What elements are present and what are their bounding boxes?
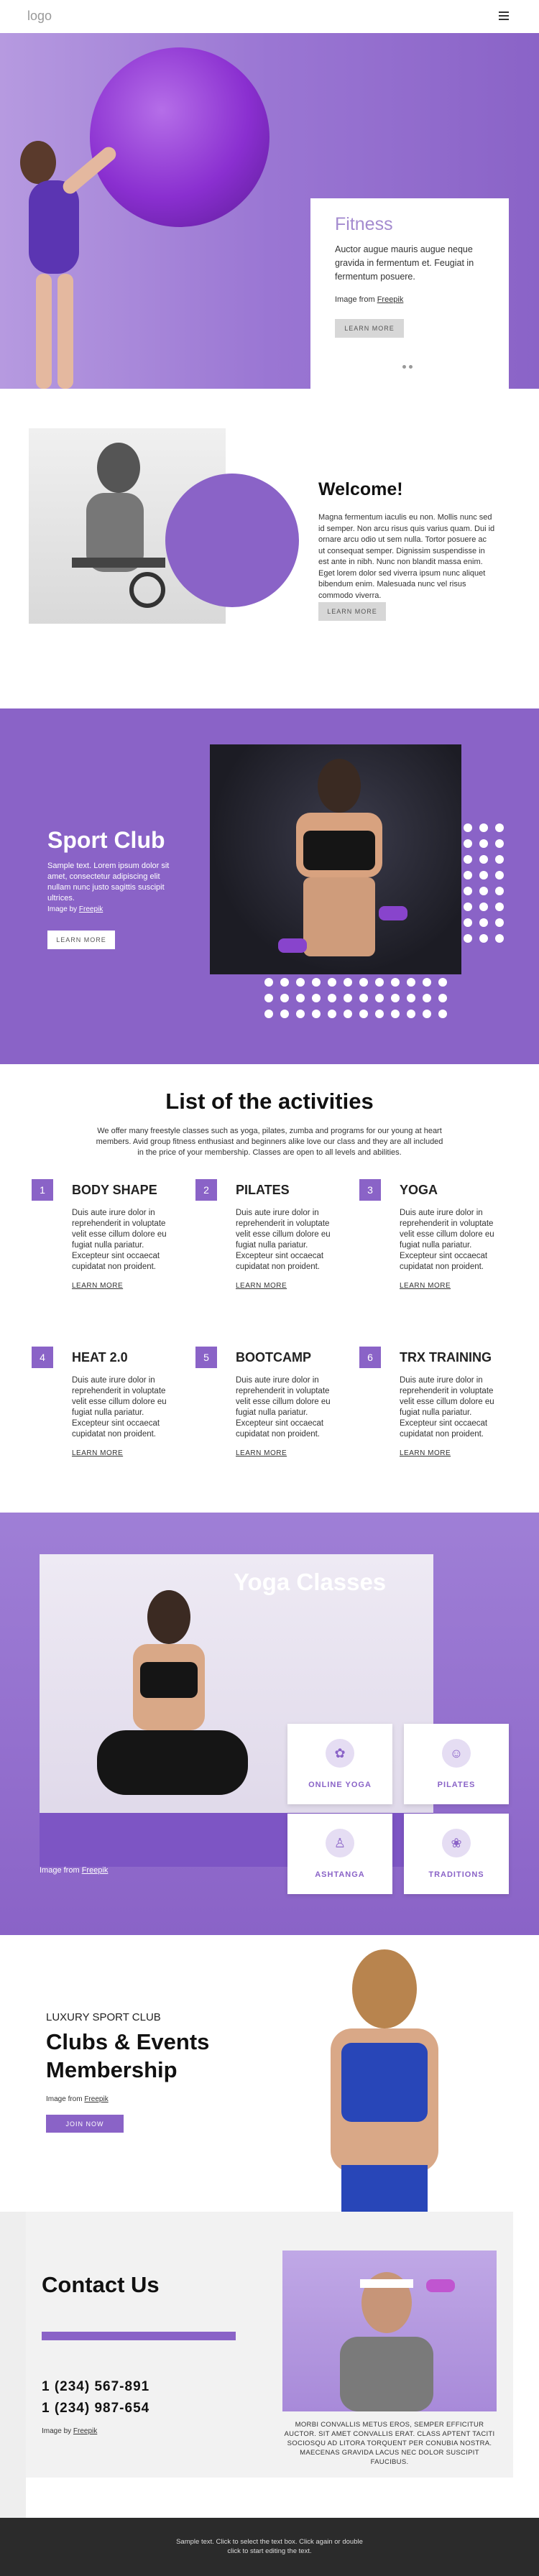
welcome-section	[0, 389, 539, 708]
welcome-circle	[165, 474, 299, 607]
yoga-card-label: ONLINE YOGA	[308, 1781, 372, 1789]
freepik-link[interactable]: Freepik	[81, 1866, 109, 1875]
hero-learn-more-button[interactable]: LEARN MORE	[335, 319, 404, 338]
yoga-image-credit: Image from Freepik	[40, 1866, 109, 1875]
welcome-learn-more-button[interactable]: LEARN MORE	[318, 602, 386, 621]
contact-section	[0, 2212, 539, 2518]
freepik-link[interactable]: Freepik	[78, 905, 103, 913]
contact-divider	[42, 2332, 236, 2340]
pilates-icon: ☺	[442, 1739, 471, 1768]
yoga-card-label: ASHTANGA	[315, 1870, 365, 1879]
site-footer	[0, 2518, 539, 2576]
activity-title: YOGA	[400, 1183, 438, 1197]
activity-title: BOOTCAMP	[236, 1350, 311, 1365]
activity-text: Duis aute irure dolor in reprehenderit in voluptate velit esse cillum dolore eu fugiat nulla pariatur. Excepteur sint occaecat cupidatat non proident.	[236, 1376, 331, 1439]
slider-dot[interactable]	[402, 365, 406, 369]
lotus-icon: ✿	[326, 1739, 354, 1768]
footer-text-line2: click to start editing the text.	[227, 2547, 312, 2555]
activity-text: Duis aute irure dolor in reprehenderit in voluptate velit esse cillum dolore eu fugiat nulla pariatur. Excepteur sint occaecat cupidatat non proident.	[400, 1376, 494, 1439]
exercise-ball	[90, 47, 270, 227]
activity-text: Duis aute irure dolor in reprehenderit in voluptate velit esse cillum dolore eu fugiat nulla pariatur. Excepteur sint occaecat cupidatat non proident.	[400, 1209, 494, 1271]
activity-learn-more-link[interactable]: LEARN MORE	[400, 1449, 451, 1457]
footer-text-line1: Sample text. Click to select the text box. Click again or double	[176, 2538, 363, 2546]
membership-section	[0, 1935, 539, 2212]
yoga-card-traditions[interactable]	[404, 1814, 509, 1894]
membership-eyebrow: LUXURY SPORT CLUB	[46, 2011, 161, 2023]
membership-title-line2: Membership	[46, 2057, 178, 2082]
membership-image-credit: Image from Freepik	[46, 2095, 109, 2103]
yoga-card-online-yoga[interactable]	[287, 1724, 392, 1804]
activity-title: TRX TRAINING	[400, 1350, 492, 1365]
activity-text: Duis aute irure dolor in reprehenderit in voluptate velit esse cillum dolore eu fugiat nulla pariatur. Excepteur sint occaecat cupidatat non proident.	[72, 1209, 167, 1271]
sport-club-image	[210, 744, 461, 974]
sport-club-text: Sample text. Lorem ipsum dolor sit amet, consectetur adipiscing elit nullam nunc justo sagittis suscipit ultrices.	[47, 862, 170, 902]
activity-text: Duis aute irure dolor in reprehenderit in voluptate velit esse cillum dolore eu fugiat nulla pariatur. Excepteur sint occaecat cupidatat non proident.	[72, 1376, 167, 1439]
decorative-dot-grid-bottom	[264, 978, 459, 1021]
activity-learn-more-link[interactable]: LEARN MORE	[72, 1282, 124, 1290]
site-header	[0, 0, 539, 33]
activities-title: List of the activities	[165, 1089, 374, 1114]
activity-title: BODY SHAPE	[72, 1183, 157, 1197]
contact-caption: MORBI CONVALLIS METUS EROS, SEMPER EFFICITUR AUCTOR. SIT AMET CONVALLIS ERAT. CLASS APTENT TACITI SOCIOSQU AD LITORA TORQUENT PER CONUBIA NOSTRA. MAECENAS GRAVIDA LACUS NEC DOLOR SUSCIPIT FAUCIBUS.	[284, 2421, 495, 2466]
hero-card-text: Auctor augue mauris augue neque gravida in fermentum et. Feugiat in fermentum posuere.	[335, 244, 474, 282]
logo[interactable]: logo	[27, 9, 52, 23]
activity-title: PILATES	[236, 1183, 290, 1197]
freepik-link[interactable]: Freepik	[377, 295, 404, 304]
welcome-title: Welcome!	[318, 479, 403, 499]
contact-band	[0, 2212, 26, 2518]
freepik-link[interactable]: Freepik	[84, 2095, 109, 2103]
sport-club-section	[0, 708, 539, 1064]
activity-learn-more-link[interactable]: LEARN MORE	[72, 1449, 124, 1457]
activity-title: HEAT 2.0	[72, 1350, 128, 1365]
sport-club-title: Sport Club	[47, 827, 165, 853]
activity-learn-more-link[interactable]: LEARN MORE	[236, 1449, 287, 1457]
yoga-card-label: TRADITIONS	[428, 1870, 484, 1879]
welcome-text: Magna fermentum iaculis eu non. Mollis nunc sed id semper. Non arcu risus quis varius quam. Dui id ornare arcu odio ut sem nulla. Tortor posuere ac ut consequat semper. Dignissim suspendisse in est ante in nibh. Nunc non blandit massa enim. Eget lorem dolor sed viverra ipsum nunc aliquet bibendum enim. Malesuada nunc vel risus commodo viverra.	[318, 513, 495, 600]
ashtanga-icon: ♙	[326, 1829, 354, 1857]
activities-section	[0, 1064, 539, 1513]
traditions-icon: ❀	[442, 1829, 471, 1857]
hero-section	[0, 33, 539, 389]
activity-number: 3	[359, 1179, 381, 1201]
decorative-dot-grid-right	[464, 823, 507, 974]
sport-club-learn-more-button[interactable]: LEARN MORE	[47, 931, 115, 949]
yoga-title: Yoga Classes	[234, 1569, 387, 1595]
yoga-card-pilates[interactable]	[404, 1724, 509, 1804]
activities-intro: We offer many freestyle classes such as yoga, pilates, zumba and programs for our young at heart members. Avid group fitness enthusiast and beginners alike love our class and they are all included in the price of your membership. Classes are open to all levels and abilities.	[96, 1127, 443, 1157]
activity-number: 2	[195, 1179, 217, 1201]
contact-image-credit: Image by Freepik	[42, 2427, 98, 2435]
hero-image-credit: Image from Freepik	[335, 295, 404, 304]
hero-card	[310, 198, 509, 389]
activity-number: 4	[32, 1347, 53, 1368]
membership-image	[273, 1935, 539, 2212]
hero-card-title: Fitness	[335, 214, 393, 234]
join-now-button[interactable]: JOIN NOW	[46, 2115, 124, 2133]
yoga-card-label: PILATES	[437, 1781, 476, 1789]
sport-club-image-credit: Image by Freepik	[47, 905, 103, 913]
membership-title-line1: Clubs & Events	[46, 2029, 210, 2054]
contact-phone-2[interactable]: 1 (234) 987-654	[42, 2401, 150, 2416]
activity-learn-more-link[interactable]: LEARN MORE	[400, 1282, 451, 1290]
yoga-card-ashtanga[interactable]	[287, 1814, 392, 1894]
woman-figure	[7, 141, 93, 389]
activity-number: 1	[32, 1179, 53, 1201]
contact-title: Contact Us	[42, 2272, 160, 2297]
slider-indicators[interactable]	[402, 365, 413, 369]
contact-phone-1[interactable]: 1 (234) 567-891	[42, 2379, 150, 2394]
freepik-link[interactable]: Freepik	[73, 2427, 98, 2435]
slider-dot[interactable]	[409, 365, 413, 369]
hamburger-icon[interactable]	[499, 11, 509, 20]
contact-image	[282, 2250, 497, 2411]
yoga-section	[0, 1513, 539, 1935]
hero-image	[0, 33, 287, 389]
activity-text: Duis aute irure dolor in reprehenderit in voluptate velit esse cillum dolore eu fugiat nulla pariatur. Excepteur sint occaecat cupidatat non proident.	[236, 1209, 331, 1271]
activity-learn-more-link[interactable]: LEARN MORE	[236, 1282, 287, 1290]
activity-number: 6	[359, 1347, 381, 1368]
activity-number: 5	[195, 1347, 217, 1368]
